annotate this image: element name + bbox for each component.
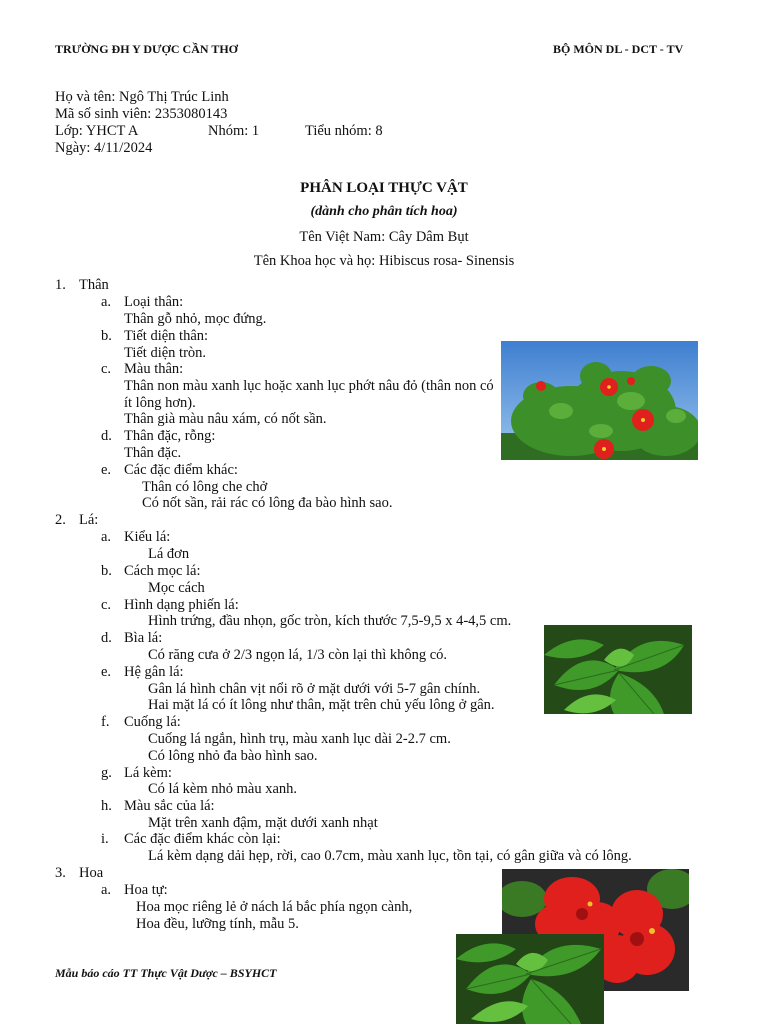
s2-d-label: Bìa lá: <box>124 630 163 646</box>
s1-a-letter: a. <box>101 294 112 310</box>
s1-a-label: Loại thân: <box>124 294 184 310</box>
student-name: Họ và tên: Ngô Thị Trúc Linh <box>55 89 229 105</box>
s2-b-letter: b. <box>101 563 112 579</box>
scientific-name: Tên Khoa học và họ: Hibiscus rosa- Sinensis <box>253 253 515 269</box>
s2-c-letter: c. <box>101 597 112 613</box>
s2-e-value-1: Gân lá hình chân vịt nổi rõ ở mặt dưới với 5-7 gân chính. <box>148 681 481 697</box>
s1-a-value: Thân gỗ nhỏ, mọc đứng. <box>124 311 267 327</box>
s3-a-label: Hoa tự: <box>124 882 168 898</box>
s3-a-value-1: Hoa mọc riêng lẻ ở nách lá bắc phía ngọn cành, <box>136 899 413 915</box>
s1-c-letter: c. <box>101 361 112 377</box>
s2-c-value: Hình trứng, đầu nhọn, gốc tròn, kích thước 7,5-9,5 x 4-4,5 cm. <box>148 613 512 629</box>
s1-d-label: Thân đặc, rỗng: <box>124 428 216 444</box>
s1-d-letter: d. <box>101 428 112 444</box>
s2-i-letter: i. <box>101 831 109 847</box>
s2-b-label: Cách mọc lá: <box>124 563 201 579</box>
section-2-title: Lá: <box>79 512 99 528</box>
s2-f-value-2: Có lông nhỏ đa bào hình sao. <box>148 748 318 764</box>
s2-i-label: Các đặc điểm khác còn lại: <box>124 831 281 847</box>
s2-f-label: Cuống lá: <box>124 714 181 730</box>
footer-note: Mẫu báo cáo TT Thực Vật Dược – BSYHCT <box>55 966 277 980</box>
section-3-number: 3. <box>55 865 66 881</box>
s2-g-value: Có lá kèm nhỏ màu xanh. <box>148 781 298 797</box>
s2-a-value: Lá đơn <box>148 546 190 562</box>
s2-g-letter: g. <box>101 765 112 781</box>
s2-g-label: Lá kèm: <box>124 765 172 781</box>
student-id: Mã số sinh viên: 2353080143 <box>55 106 228 122</box>
s2-d-value: Có răng cưa ở 2/3 ngọn lá, 1/3 còn lại thì không có. <box>148 647 448 663</box>
s2-i-value: Lá kèm dạng dải hẹp, rời, cao 0.7cm, màu xanh lục, tồn tại, có gân giữa và có lông. <box>148 848 632 864</box>
s2-a-letter: a. <box>101 529 112 545</box>
section-2-number: 2. <box>55 512 66 528</box>
s2-e-value-2: Hai mặt lá có ít lông như thân, mặt trên chủ yếu lông ở gân. <box>148 697 495 713</box>
student-group: Nhóm: 1 <box>208 123 260 139</box>
student-subgroup: Tiểu nhóm: 8 <box>305 123 383 139</box>
section-1-number: 1. <box>55 277 66 293</box>
s2-e-letter: e. <box>101 664 112 680</box>
s1-b-letter: b. <box>101 328 112 344</box>
s2-h-label: Màu sắc của lá: <box>124 798 215 814</box>
s2-d-letter: d. <box>101 630 112 646</box>
s2-h-letter: h. <box>101 798 112 814</box>
s1-c-value-2: Thân già màu nâu xám, có nốt sần. <box>124 411 327 427</box>
report-date: Ngày: 4/11/2024 <box>55 140 153 156</box>
s1-c-label: Màu thân: <box>124 361 184 377</box>
s1-e-value-1: Thân có lông che chở <box>142 479 268 495</box>
s2-e-label: Hệ gân lá: <box>124 664 184 680</box>
s1-c-value-1: Thân non màu xanh lục hoặc xanh lục phớt nâu đỏ (thân non có ít lông hơn). <box>124 378 494 411</box>
s1-e-value-2: Có nốt sần, rải rác có lông đa bào hình sao. <box>142 495 393 511</box>
photo-hibiscus-leaves-2 <box>456 934 604 1024</box>
s2-a-label: Kiểu lá: <box>124 529 171 545</box>
s1-b-label: Tiết diện thân: <box>124 328 209 344</box>
student-class: Lớp: YHCT A <box>55 123 139 139</box>
s3-a-value-2: Hoa đều, lưỡng tính, mẫu 5. <box>136 916 299 932</box>
section-1-title: Thân <box>79 277 109 293</box>
s2-f-value-1: Cuống lá ngắn, hình trụ, màu xanh lục dài 2-2.7 cm. <box>148 731 451 747</box>
s1-e-label: Các đặc điểm khác: <box>124 462 238 478</box>
s2-f-letter: f. <box>101 714 110 730</box>
header-department: BỘ MÔN DL - DCT - TV <box>553 42 684 56</box>
s1-b-value: Tiết diện tròn. <box>124 345 207 361</box>
s3-a-letter: a. <box>101 882 112 898</box>
s1-d-value: Thân đặc. <box>124 445 182 461</box>
header-school: TRƯỜNG ĐH Y DƯỢC CẦN THƠ <box>55 42 238 56</box>
page-title: PHÂN LOẠI THỰC VẬT <box>300 180 468 196</box>
section-3-title: Hoa <box>79 865 104 881</box>
photo-hibiscus-leaves <box>544 625 692 714</box>
page-subtitle: (dành cho phân tích hoa) <box>310 204 458 219</box>
s2-h-value: Mặt trên xanh đậm, mặt dưới xanh nhạt <box>148 815 378 831</box>
s2-b-value: Mọc cách <box>148 580 205 596</box>
photo-hibiscus-shrub <box>501 341 698 460</box>
s2-c-label: Hình dạng phiến lá: <box>124 597 239 613</box>
s1-e-letter: e. <box>101 462 112 478</box>
vietnamese-name: Tên Việt Nam: Cây Dâm Bụt <box>299 229 469 245</box>
